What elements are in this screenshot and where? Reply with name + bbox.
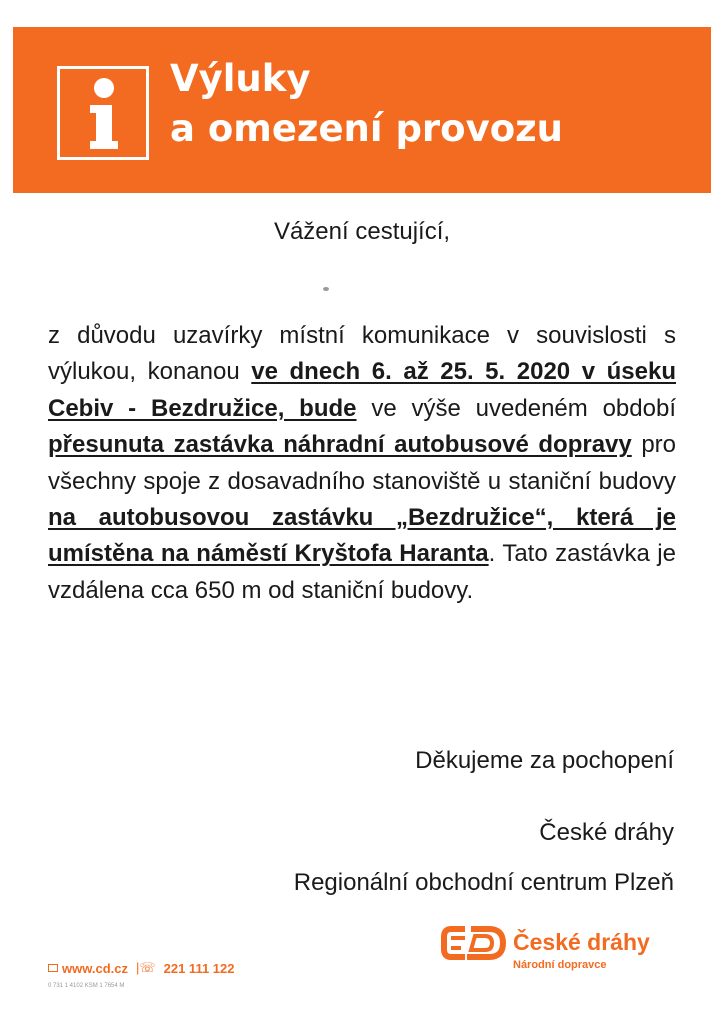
web-icon (48, 964, 58, 972)
body-bold-new-stop: na autobusovou zastávku „Bezdružice“, která je umístěna na náměstí Kryštofa Haranta (48, 504, 676, 568)
footer-website[interactable]: www.cd.cz (62, 960, 128, 976)
banner-title-line1: Výluky (170, 57, 311, 100)
phone-icon: |☏ (135, 960, 156, 975)
body-text-4: . Tato zastávka je vzdálena cca 650 m od staniční budovy. (48, 540, 676, 604)
notice-body (48, 318, 676, 609)
cd-logo-icon (441, 925, 507, 961)
body-text-2: ve výše uvedeném období (356, 394, 676, 422)
banner-title (170, 54, 563, 154)
banner-title-line2: a omezení provozu (170, 107, 564, 150)
logo-name: České dráhy (513, 929, 650, 955)
footer-phone[interactable]: 221 111 122 (163, 960, 235, 976)
salutation: Vážení cestující, (273, 218, 451, 245)
info-icon (57, 66, 149, 160)
body-text-3: pro všechny spoje z dosavadního stanoviště u staniční budovy (48, 431, 677, 495)
signature-office: Regionální obchodní centrum Plzeň (293, 869, 674, 896)
signature-company: České dráhy (539, 819, 674, 846)
thanks-line: Děkujeme za pochopení (415, 747, 674, 774)
scan-speck (323, 287, 329, 291)
footer-contacts (48, 960, 234, 976)
body-text-1: z důvodu uzavírky místní komunikace v souvislosti s výlukou, konanou (48, 322, 676, 386)
logo-tagline: Národní dopravce (513, 959, 607, 971)
footer-code: 0 731 1 4102 KSM 1 7654 M (48, 983, 125, 989)
body-bold-dates: ve dnech 6. až 25. 5. 2020 v úseku Cebiv - Bezdružice, bude (48, 358, 676, 422)
body-bold-stop-moved: přesunuta zastávka náhradní autobusové dopravy (48, 431, 632, 459)
